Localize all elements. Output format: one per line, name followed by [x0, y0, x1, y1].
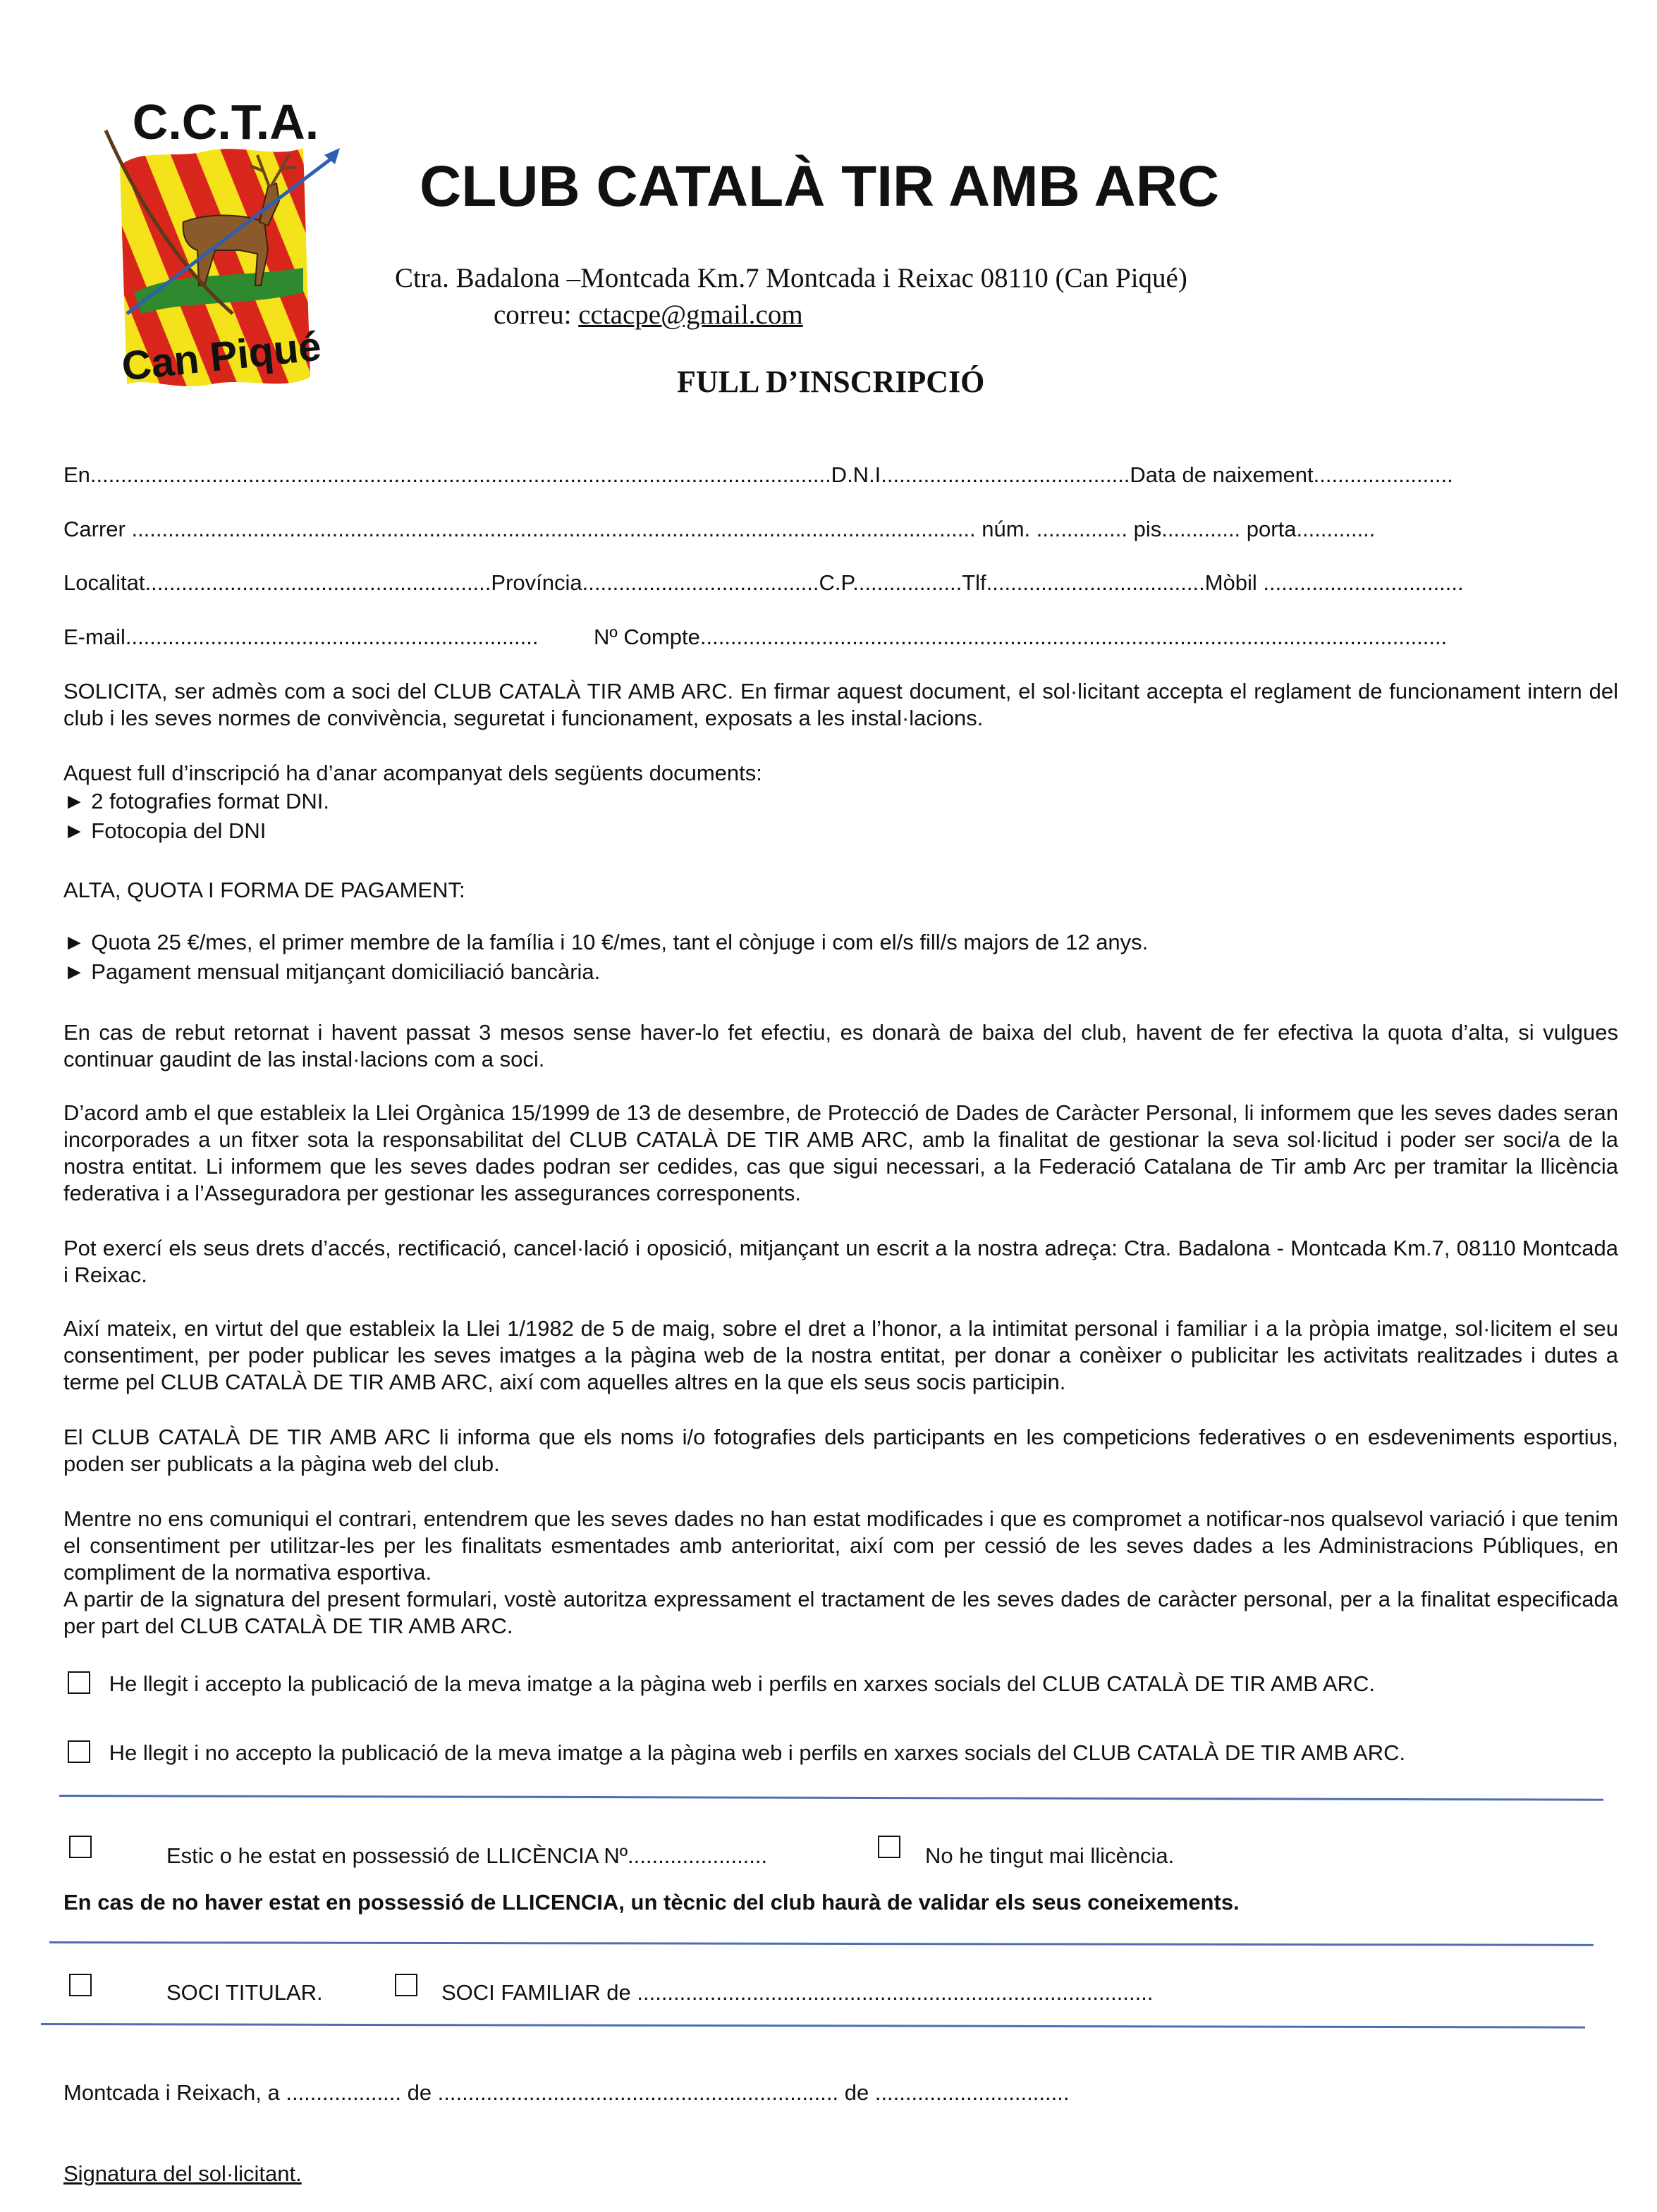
- fee-item: ► Quota 25 €/mes, el primer membre de la família i 10 €/mes, tant el cònjuge i com el/s fill/s majors de 12 anys.: [63, 930, 1149, 954]
- image-rights-paragraph: Així mateix, en virtut del que estableix la Llei 1/1982 de 5 de maig, sobre el dret a l’honor, a la intimitat personal i familiar i a la pròpia imatge, sol·licitem el seu consentiment, per poder publicar les seves imatges a la pàgina web de la nostra entitat, per donar a conèixer o publicitar les activitats realitzades i dutes a terme pel CLUB CATALÀ DE TIR AMB ARC, així com aquelles altres en la que els seus socis participin.: [63, 1316, 1618, 1394]
- payment-item: ► Pagament mensual mitjançant domiciliació bancària.: [63, 959, 601, 984]
- consent-accept-row: [68, 1671, 1375, 1697]
- licence-label: Estic o he estat en possessió de LLICÈNCIA Nº.......................: [166, 1843, 768, 1868]
- documents-intro: Aquest full d’inscripció ha d’anar acompanyat dels següents documents:: [63, 761, 762, 785]
- logo-place: Can Piqué: [119, 323, 324, 390]
- reject-checkbox[interactable]: [68, 1740, 90, 1763]
- documents-block: [63, 760, 1618, 844]
- familiar-label: SOCI FAMILIAR de .....................................................................................: [441, 1980, 1154, 2005]
- section-divider: [59, 1795, 1603, 1801]
- logo-abbr: C.C.T.A.: [132, 94, 319, 149]
- fees-title: ALTA, QUOTA I FORMA DE PAGAMENT:: [63, 878, 465, 902]
- familiar-checkbox[interactable]: [395, 1974, 417, 1996]
- data-protection-paragraph: D’acord amb el que estableix la Llei Orgànica 15/1999 de 13 de desembre, de Protecció de Dades de Caràcter Personal, li informem que les seves dades seran incorporades a un fitxer sota la responsabilitat del CLUB CATALÀ DE TIR AMB ARC, amb la finalitat de gestionar la seva sol·licitud i poder ser soci/a de la nostra entitat. Li informem que les seves dades podran ser cedides, cas que sigui necessari, a la Federació Catalana de Tir amb Arc per tramitar la llicència federativa i a l’Asseguradora per gestionar les assegurances corresponents.: [63, 1100, 1618, 1205]
- no-licence-checkbox[interactable]: [878, 1836, 900, 1858]
- field-email[interactable]: E-mail....................................................................: [63, 625, 539, 649]
- club-title: CLUB CATALÀ TIR AMB ARC: [420, 154, 1220, 219]
- licence-note: En cas de no haver estat en possessió de LLICENCIA, un tècnic del club haurà de validar els seus coneixements.: [63, 1890, 1240, 1915]
- club-logo: [92, 81, 360, 391]
- field-row-name-dni-birthdate[interactable]: En..........................................................................................................................D.N.I.........................................Data de naixement.......................: [63, 462, 1453, 487]
- returned-receipt-paragraph: En cas de rebut retornat i havent passat 3 mesos sense haver-lo fet efectiu, es donarà de baixa del club, havent de fer efectiva la quota d’alta, si vulgues continuar gaudint de las instal·lacions com a soci.: [63, 1020, 1618, 1071]
- section-divider: [41, 2023, 1585, 2029]
- signature-label: Signatura del sol·licitant.: [63, 2161, 302, 2186]
- consent-paragraphs: [63, 1506, 1618, 1640]
- accept-label: He llegit i accepto la publicació de la meva imatge a la pàgina web i perfils en xarxes socials del CLUB CATALÀ DE TIR AMB ARC.: [109, 1671, 1376, 1696]
- document-item: ► Fotocopia del DNI: [63, 818, 267, 843]
- place-date-line[interactable]: Montcada i Reixach, a ................... de .................................................................. de ................................: [63, 2080, 1070, 2105]
- licence-checkbox[interactable]: [69, 1836, 92, 1858]
- reject-label: He llegit i no accepto la publicació de la meva imatge a la pàgina web i perfils en xarxes socials del CLUB CATALÀ DE TIR AMB ARC.: [109, 1740, 1406, 1765]
- data-changes-paragraph: Mentre no ens comuniqui el contrari, entendrem que les seves dades no han estat modificades i que es compromet a notificar-nos qualsevol variació i que tenim el consentiment per utilitzar-les per les finalitats esmentades amb anterioritat, així com per cessió de les seves dades a les Administracions Públiques, en compliment de la normativa esportiva.: [63, 1506, 1618, 1585]
- titular-label: SOCI TITULAR.: [166, 1980, 323, 2005]
- field-account[interactable]: Nº Compte...........................................................................................................................: [594, 625, 1448, 649]
- field-row-street[interactable]: Carrer ........................................................................................................................................... núm. ............... pis............. porta.............: [63, 517, 1376, 541]
- email-link[interactable]: cctacpe@gmail.com: [578, 300, 803, 330]
- form-title: FULL D’INSCRIPCIÓ: [677, 364, 985, 399]
- titular-checkbox[interactable]: [69, 1974, 92, 1996]
- signature-authorization-paragraph: A partir de la signatura del present formulari, vostè autoritza expressament el tractament de les seves dades de caràcter personal, per a la finalitat especificada per part del CLUB CATALÀ DE TIR AMB ARC.: [63, 1587, 1618, 1638]
- document-item: ► 2 fotografies format DNI.: [63, 789, 329, 813]
- consent-reject-row: [68, 1740, 1405, 1766]
- email-label: correu:: [494, 300, 572, 330]
- club-address: Ctra. Badalona –Montcada Km.7 Montcada i Reixac 08110 (Can Piqué): [395, 263, 1187, 293]
- section-divider: [49, 1941, 1594, 1946]
- no-licence-label: No he tingut mai llicència.: [925, 1843, 1175, 1868]
- accept-checkbox[interactable]: [68, 1671, 90, 1694]
- fees-block: [63, 929, 1618, 985]
- field-row-locality[interactable]: Localitat.........................................................Província.......................................C.P..................Tlf....................................Mòbil .................................: [63, 570, 1464, 595]
- photos-paragraph: El CLUB CATALÀ DE TIR AMB ARC li informa que els noms i/o fotografies dels participants en les competicions federatives o en esdeveniments esportius, poden ser publicats a la pàgina web del club.: [63, 1425, 1618, 1476]
- solicita-paragraph: SOLICITA, ser admès com a soci del CLUB CATALÀ TIR AMB ARC. En firmar aquest document, el sol·licitant accepta el reglament de funcionament intern del club i les seves normes de convivència, seguretat i funcionament, exposats a les instal·lacions.: [63, 679, 1618, 730]
- club-email-line: [494, 299, 803, 331]
- rights-paragraph: Pot exercí els seus drets d’accés, rectificació, cancel·lació i oposició, mitjançant un escrit a la nostra adreça: Ctra. Badalona - Montcada Km.7, 08110 Montcada i Reixac.: [63, 1236, 1618, 1287]
